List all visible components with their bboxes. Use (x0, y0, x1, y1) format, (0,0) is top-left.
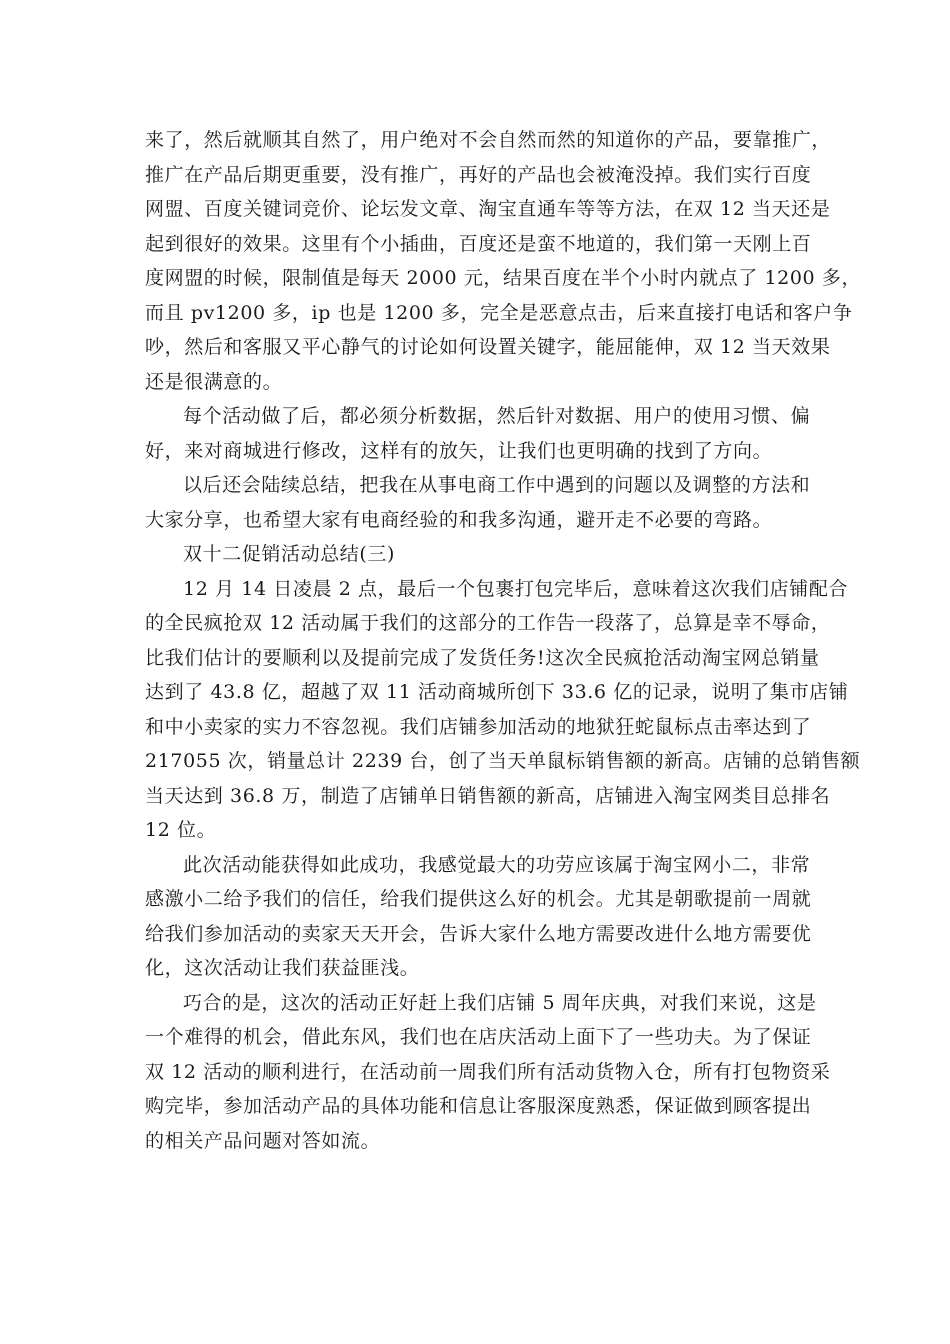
text-line: 好，来对商城进行修改，这样有的放矢，让我们也更明确的找到了方向。 (145, 439, 773, 462)
text-line: 一个难得的机会，借此东风，我们也在店庆活动上面下了一些功夫。为了保证 (145, 1026, 812, 1048)
document-body (145, 123, 862, 1158)
text-line: 感激小二给予我们的信任，给我们提供这么好的机会。尤其是朝歌提前一周就 (145, 888, 812, 910)
text-line: 双 12 活动的顺利进行，在活动前一周我们所有活动货物入仓，所有打包物资采 (145, 1060, 831, 1083)
text-line: 起到很好的效果。这里有个小插曲，百度还是蛮不地道的，我们第一天刚上百 (145, 232, 812, 255)
text-line: 的相关产品问题对答如流。 (145, 1129, 381, 1152)
paragraph-first-line: 巧合的是，这次的活动正好赶上我们店铺 5 周年庆典，对我们来说，这是 (183, 991, 817, 1014)
paragraph-first-line: 以后还会陆续总结，把我在从事电商工作中遇到的问题以及调整的方法和 (183, 474, 811, 496)
text-line: 达到了 43.8 亿，超越了双 11 活动商城所创下 33.6 亿的记录，说明了集市店铺 (145, 681, 849, 703)
text-line: 来了，然后就顺其自然了，用户绝对不会自然而然的知道你的产品，要靠推广， (145, 129, 832, 151)
text-line: 吵，然后和客服又平心静气的讨论如何设置关键字，能屈能伸，双 12 当天效果 (145, 336, 831, 358)
paragraph-first-line: 双十二促销活动总结(三) (183, 543, 396, 565)
paragraph-first-line: 12 月 14 日凌晨 2 点，最后一个包裹打包完毕后，意味着这次我们店铺配合 (183, 577, 849, 600)
text-line: 网盟、百度关键词竞价、论坛发文章、淘宝直通车等等方法，在双 12 当天还是 (145, 198, 831, 220)
text-line: 给我们参加活动的卖家天天开会，告诉大家什么地方需要改进什么地方需要优 (145, 922, 812, 945)
text-line: 而且 pv1200 多，ip 也是 1200 多，完全是恶意点击，后来直接打电话和客户争 (145, 301, 853, 324)
text-line: 当天达到 36.8 万，制造了店铺单日销售额的新高，店铺进入淘宝网类目总排名 (145, 784, 831, 807)
text-line: 比我们估计的要顺利以及提前完成了发货任务!这次全民疯抢活动淘宝网总销量 (145, 646, 820, 669)
text-line: 大家分享，也希望大家有电商经验的和我多沟通，避开走不必要的弯路。 (145, 508, 773, 531)
text-line: 和中小卖家的实力不容忽视。我们店铺参加活动的地狱狂蛇鼠标点击率达到了 (145, 715, 812, 738)
paragraph-first-line: 此次活动能获得如此成功，我感觉最大的功劳应该属于淘宝网小二，非常 (183, 853, 811, 876)
text-line: 化，这次活动让我们获益匪浅。 (145, 957, 420, 979)
text-line: 还是很满意的。 (145, 370, 283, 393)
text-line: 217055 次，销量总计 2239 台，创了当天单鼠标销售额的新高。店铺的总销售额 (145, 750, 861, 772)
text-line: 购完毕，参加活动产品的具体功能和信息让客服深度熟悉，保证做到顾客提出 (145, 1095, 812, 1117)
text-line: 推广在产品后期更重要，没有推广，再好的产品也会被淹没掉。我们实行百度 (145, 163, 812, 186)
paragraph-first-line: 每个活动做了后，都必须分析数据，然后针对数据、用户的使用习惯、偏 (183, 405, 811, 427)
text-line: 的全民疯抢双 12 活动属于我们的这部分的工作告一段落了，总算是幸不辱命， (145, 612, 831, 634)
text-line: 12 位。 (145, 819, 217, 841)
text-line: 度网盟的时候，限制值是每天 2000 元，结果百度在半个小时内就点了 1200 多， (145, 267, 862, 289)
